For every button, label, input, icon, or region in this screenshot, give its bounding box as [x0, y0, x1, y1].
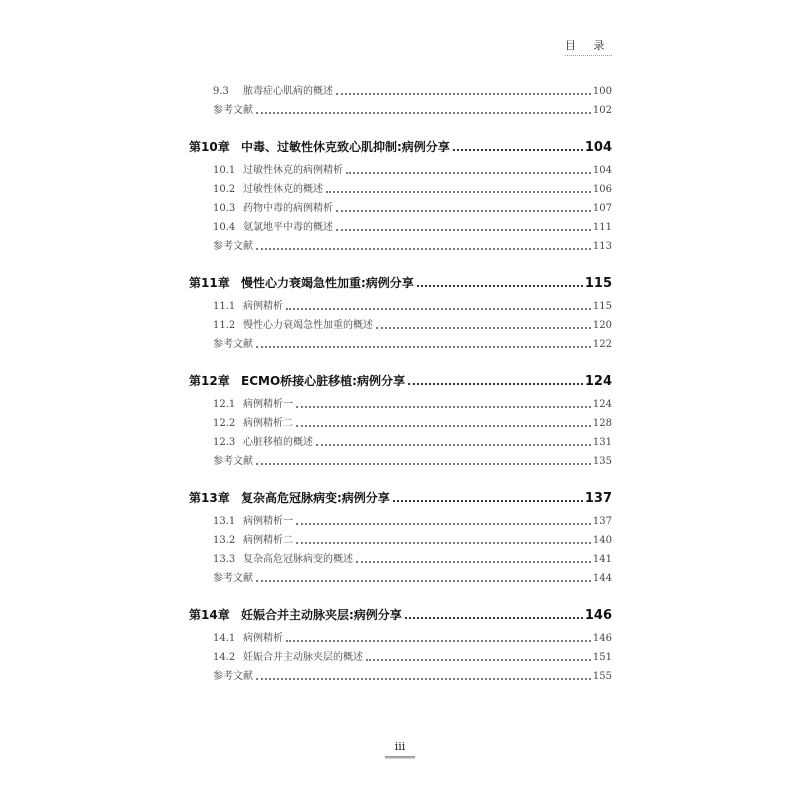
entry-number: 11.1 [213, 301, 236, 312]
entry-number: 第10章 [189, 140, 230, 154]
dot-leader [296, 542, 591, 544]
entry-title: 慢性心力衰竭急性加重:病例分享 [241, 276, 414, 290]
dot-leader [296, 425, 591, 427]
dot-leader [356, 561, 591, 563]
entry-page: 140 [592, 535, 612, 546]
toc-section[interactable] [213, 649, 612, 665]
entry-title: 病例精析二 [243, 418, 293, 429]
entry-title: 复杂高危冠脉病变的概述 [243, 554, 353, 565]
dot-leader [326, 191, 591, 193]
entry-page: 122 [592, 339, 612, 350]
page-number: iii [394, 740, 406, 753]
dot-leader [366, 659, 591, 661]
dot-leader [296, 406, 591, 408]
toc-section[interactable] [213, 513, 612, 529]
entry-title: 参考文献 [213, 573, 253, 584]
entry-title: 中毒、过敏性休克致心肌抑制:病例分享 [241, 140, 450, 154]
dot-leader [256, 678, 591, 680]
entry-title: ECMO桥接心脏移植:病例分享 [241, 374, 405, 388]
dot-leader [296, 523, 591, 525]
toc-section[interactable] [213, 238, 612, 254]
dot-leader [286, 308, 591, 310]
dot-leader [336, 229, 591, 231]
entry-page: 155 [592, 671, 612, 682]
entry-page: 137 [592, 516, 612, 527]
entry-title: 病例精析 [243, 301, 283, 312]
toc-section[interactable] [213, 453, 612, 469]
entry-number: 14.2 [213, 652, 236, 663]
entry-number: 12.1 [213, 399, 236, 410]
entry-number: 12.2 [213, 418, 236, 429]
toc-section[interactable] [213, 298, 612, 314]
entry-title: 药物中毒的病例精析 [243, 203, 333, 214]
dot-leader [256, 248, 591, 250]
entry-page: 144 [592, 573, 612, 584]
toc-section[interactable] [213, 317, 612, 333]
dot-leader [405, 617, 583, 619]
entry-title: 参考文献 [213, 671, 253, 682]
entry-title: 病例精析 [243, 633, 283, 644]
entry-page: 137 [584, 491, 612, 506]
entry-number: 10.1 [213, 165, 236, 176]
dot-leader [316, 444, 591, 446]
toc-section[interactable] [213, 532, 612, 548]
entry-title: 心脏移植的概述 [243, 437, 313, 448]
entry-number: 第12章 [189, 374, 230, 388]
entry-page: 141 [592, 554, 612, 565]
dot-leader [256, 580, 591, 582]
dot-leader [408, 383, 583, 385]
toc-section[interactable] [213, 434, 612, 450]
entry-page: 120 [592, 320, 612, 331]
entry-page: 128 [592, 418, 612, 429]
entry-page: 102 [592, 105, 612, 116]
entry-title: 氨氯地平中毒的概述 [243, 222, 333, 233]
toc-section[interactable] [213, 336, 612, 352]
toc-section[interactable] [213, 83, 612, 99]
entry-number: 第13章 [189, 491, 230, 505]
dot-leader [417, 285, 583, 287]
entry-title: 参考文献 [213, 456, 253, 467]
entry-number: 12.3 [213, 437, 236, 448]
entry-page: 115 [592, 301, 612, 312]
dot-leader [256, 112, 591, 114]
entry-number: 第11章 [189, 276, 230, 290]
entry-page: 146 [584, 608, 612, 623]
entry-page: 111 [592, 222, 612, 233]
entry-number: 11.2 [213, 320, 236, 331]
entry-number: 13.1 [213, 516, 236, 527]
toc-section[interactable] [213, 551, 612, 567]
dot-leader [393, 500, 583, 502]
entry-title: 脓毒症心肌病的概述 [243, 86, 333, 97]
entry-title: 过敏性休克的概述 [243, 184, 323, 195]
toc-section[interactable] [213, 200, 612, 216]
entry-title: 病例精析二 [243, 535, 293, 546]
dot-leader [286, 640, 591, 642]
dot-leader [453, 149, 583, 151]
toc-section[interactable] [213, 668, 612, 684]
entry-number: 第14章 [189, 608, 230, 622]
entry-title: 病例精析一 [243, 516, 293, 527]
entry-page: 106 [592, 184, 612, 195]
dot-leader [376, 327, 591, 329]
entry-number: 14.1 [213, 633, 236, 644]
entry-page: 104 [592, 165, 612, 176]
entry-title: 过敏性休克的病例精析 [243, 165, 343, 176]
dot-leader [336, 210, 591, 212]
entry-title: 慢性心力衰竭急性加重的概述 [243, 320, 373, 331]
toc-chapter[interactable] [189, 274, 612, 292]
dot-leader [336, 93, 591, 95]
entry-number: 10.3 [213, 203, 236, 214]
entry-page: 115 [584, 276, 612, 291]
toc-section[interactable] [213, 219, 612, 235]
toc-section[interactable] [213, 415, 612, 431]
entry-number: 13.3 [213, 554, 236, 565]
entry-number: 9.3 [213, 86, 229, 97]
running-header: 目 录 [565, 37, 612, 56]
entry-title: 妊娠合并主动脉夹层的概述 [243, 652, 363, 663]
entry-page: 100 [592, 86, 612, 97]
toc-section[interactable] [213, 181, 612, 197]
entry-page: 135 [592, 456, 612, 467]
entry-page: 113 [592, 241, 612, 252]
page-number-bar [385, 756, 415, 759]
entry-number: 10.4 [213, 222, 236, 233]
entry-number: 13.2 [213, 535, 236, 546]
toc-chapter[interactable] [189, 372, 612, 390]
entry-page: 107 [592, 203, 612, 214]
toc-section[interactable] [213, 102, 612, 118]
toc-section[interactable] [213, 162, 612, 178]
toc-chapter[interactable] [189, 138, 612, 156]
toc-section[interactable] [213, 396, 612, 412]
entry-page: 146 [592, 633, 612, 644]
entry-title: 参考文献 [213, 105, 253, 116]
entry-page: 124 [584, 374, 612, 389]
entry-title: 复杂高危冠脉病变:病例分享 [241, 491, 390, 505]
entry-page: 131 [592, 437, 612, 448]
toc-chapter[interactable] [189, 606, 612, 624]
entry-page: 124 [592, 399, 612, 410]
dot-leader [346, 172, 591, 174]
dot-leader [256, 346, 591, 348]
entry-title: 妊娠合并主动脉夹层:病例分享 [241, 608, 402, 622]
toc-chapter[interactable] [189, 489, 612, 507]
entry-number: 10.2 [213, 184, 236, 195]
entry-title: 参考文献 [213, 241, 253, 252]
toc-section[interactable] [213, 570, 612, 586]
dot-leader [256, 463, 591, 465]
entry-page: 151 [592, 652, 612, 663]
entry-title: 病例精析一 [243, 399, 293, 410]
entry-page: 104 [584, 140, 612, 155]
toc-section[interactable] [213, 630, 612, 646]
entry-title: 参考文献 [213, 339, 253, 350]
